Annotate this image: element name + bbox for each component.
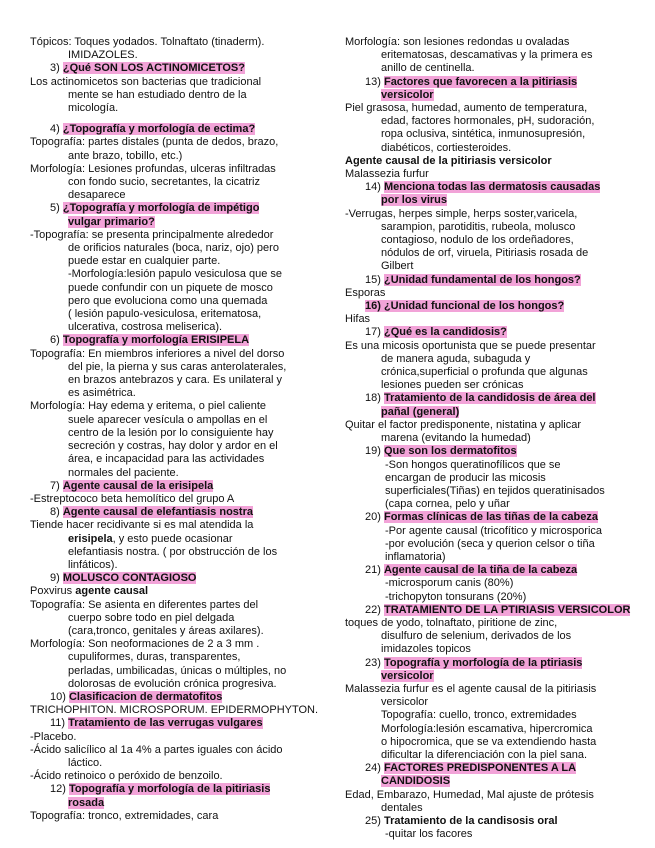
text-line [30, 559, 325, 572]
text-span: sarampion, parotiditis, rubeola, molusco [381, 220, 576, 233]
text-span: 5) [50, 202, 63, 215]
text-line [345, 683, 640, 696]
text-line [30, 400, 325, 413]
question-heading [30, 62, 325, 75]
text-line [345, 459, 640, 472]
text-line [30, 268, 325, 281]
text-line [345, 49, 640, 62]
text-span: desaparece [68, 189, 126, 202]
text-span: área, e incapacidad para las actividades [68, 453, 265, 466]
text-span: Malassezia furfur es el agente causal de la pitiriasis [345, 682, 597, 695]
text-span: 8) [50, 506, 63, 519]
question-heading [30, 506, 325, 519]
question-heading [345, 194, 640, 207]
question-heading [345, 181, 640, 194]
text-line [345, 340, 640, 353]
text-span: láctico. [68, 756, 103, 769]
text-span: perladas, umbilicadas, únicas o múltiples, no [68, 664, 287, 677]
text-line [30, 150, 325, 163]
text-span: -Por agente causal (tricofítico y microsporica [385, 524, 603, 537]
text-span: -Verrugas, herpes simple, herps soster,varicela, [345, 207, 578, 220]
text-span: secreción y costras, hay dolor y ardor en el [68, 440, 278, 453]
text-line [345, 142, 640, 155]
text-span: Malassezia furfur [345, 168, 429, 181]
text-span: Morfología:lesión escamativa, hipercromica [381, 722, 593, 735]
question-heading [30, 216, 325, 229]
text-span: con fondo sucio, secretantes, la cicatriz [68, 176, 260, 189]
text-line [345, 789, 640, 802]
highlighted-question: Agente causal de elefantiasis nostra [62, 506, 253, 519]
text-line [30, 599, 325, 612]
highlighted-question: rosada [68, 796, 105, 809]
question-heading [345, 76, 640, 89]
text-line [345, 102, 640, 115]
text-line [30, 757, 325, 770]
text-span: mente se han estudiado dentro de la [68, 88, 247, 101]
question-heading [345, 300, 640, 313]
text-line [30, 744, 325, 757]
text-span: de manera aguda, subaguda y [381, 352, 531, 365]
highlighted-question: Clasificacion de dermatofitos [68, 690, 223, 703]
text-span: Gilbert [381, 260, 414, 273]
text-span: Morfología: Son neoformaciones de 2 a 3 mm . [30, 638, 260, 651]
text-line [345, 247, 640, 260]
text-span: ante brazo, tobillo, etc.) [68, 149, 183, 162]
text-line [345, 168, 640, 181]
bold-text: Agente causal de la pitiriasis versicolor [345, 154, 552, 167]
text-span: 12) [50, 783, 69, 796]
text-span: , y esto puede ocasionar [112, 532, 233, 545]
question-heading [30, 334, 325, 347]
text-span: -Ácido retinoico o peróxido de benzoilo. [30, 770, 223, 783]
text-span: 15) [365, 273, 384, 286]
text-span: superficiales(Tiñas) en tejidos queratinisados [385, 484, 605, 497]
text-span: encargan de producir las micosis [385, 471, 546, 484]
text-span: 7) [50, 479, 63, 492]
text-span: es asimétrica. [68, 387, 136, 400]
text-span: -microsporum canis (80%) [385, 577, 514, 590]
text-span: versicolor [381, 696, 429, 709]
text-line [30, 678, 325, 691]
highlighted-question: Factores que favorecen a la pitiriasis [383, 75, 578, 88]
text-line [345, 828, 640, 841]
text-line [30, 76, 325, 89]
text-span: 4) [50, 123, 63, 136]
text-line [345, 617, 640, 630]
text-line [30, 176, 325, 189]
highlighted-question: MOLUSCO CONTAGIOSO [62, 572, 197, 585]
highlighted-question: TRATAMIENTO DE LA PTIRIASIS VERSICOLOR [383, 603, 631, 616]
text-line [30, 295, 325, 308]
text-line [30, 163, 325, 176]
text-line [345, 815, 640, 828]
text-line [345, 485, 640, 498]
text-span: dificultar la diferenciación con la piel sana. [381, 748, 588, 761]
highlighted-question: 16) ¿Unidad funcional de los hongos? [365, 300, 565, 313]
text-span: pero que evoluciona como una quemada [68, 294, 268, 307]
text-line [345, 128, 640, 141]
text-line [345, 591, 640, 604]
question-heading [30, 123, 325, 136]
text-span: -Placebo. [30, 730, 77, 743]
text-span: Topografía: tronco, extremidades, cara [30, 809, 219, 822]
text-line [30, 704, 325, 717]
text-span: 10) [50, 690, 69, 703]
text-span: crónica,superficial o profunda que algunas [381, 366, 588, 379]
text-span: -Ácido salicílico al 1a 4% a partes iguales con ácido [30, 743, 283, 756]
text-span: del pie, la pierna y sus caras anterolaterales, [68, 360, 287, 373]
text-span: Topografía: cuello, tronco, extremidades [381, 709, 577, 722]
highlighted-question: ¿Qué es la candidosis? [383, 326, 507, 339]
question-heading [345, 657, 640, 670]
highlighted-question: vulgar primario? [68, 215, 155, 228]
text-line [30, 374, 325, 387]
text-line [30, 665, 325, 678]
text-span: 23) [365, 656, 384, 669]
text-line [345, 723, 640, 736]
highlighted-question: ¿Topografía y morfología de ectima? [62, 123, 256, 136]
text-line [345, 643, 640, 656]
text-line [30, 453, 325, 466]
question-heading [345, 406, 640, 419]
text-span: toques de yodo, tolnaftato, piritione de zinc, [345, 616, 558, 629]
text-line [345, 802, 640, 815]
spacer [30, 115, 325, 123]
text-span: en brazos antebrazos y cara. Es unilateral y [68, 374, 283, 387]
highlighted-question: Topografía y morfología ERISIPELA [62, 334, 250, 347]
text-span: IMIDAZOLES. [68, 49, 138, 62]
question-heading [345, 274, 640, 287]
text-line [345, 749, 640, 762]
text-line [30, 493, 325, 506]
text-span: -Morfología:lesión papulo vesiculosa que se [68, 268, 283, 281]
text-span: 3) [50, 62, 63, 75]
question-heading [345, 775, 640, 788]
text-span: 19) [365, 445, 384, 458]
highlighted-question: Menciona todas las dermatosis causadas [383, 181, 601, 194]
highlighted-question: Agente causal de la tiña de la cabeza [383, 564, 578, 577]
question-heading [30, 783, 325, 796]
text-span: suele aparecer vesícula o ampollas en el [68, 413, 268, 426]
text-line [345, 353, 640, 366]
question-heading [30, 202, 325, 215]
text-line [30, 467, 325, 480]
question-heading [30, 797, 325, 810]
text-span: 17) [365, 326, 384, 339]
highlighted-question: pañal (general) [381, 405, 460, 418]
text-line [345, 221, 640, 234]
question-heading [345, 762, 640, 775]
question-heading [30, 480, 325, 493]
text-line [345, 208, 640, 221]
question-heading [30, 691, 325, 704]
text-span: Esporas [345, 286, 386, 299]
question-heading [345, 445, 640, 458]
highlighted-question: versicolor [381, 669, 434, 682]
text-line [345, 538, 640, 551]
text-span: anillo de centinella. [381, 62, 475, 75]
text-span: Es una micosis oportunista que se puede presentar [345, 339, 596, 352]
text-span: dentales [381, 801, 423, 814]
text-span: edad, factores hormonales, pH, sudoración, [381, 115, 595, 128]
text-line [345, 736, 640, 749]
text-line [30, 770, 325, 783]
text-span: Morfología: Lesiones profundas, ulceras infiltradas [30, 162, 276, 175]
highlighted-question: ¿Topografía y morfología de impétigo [62, 202, 260, 215]
highlighted-question: Tratamiento de las verrugas vulgares [68, 717, 263, 730]
text-span: normales del paciente. [68, 466, 179, 479]
text-line [30, 361, 325, 374]
text-line [30, 546, 325, 559]
text-span: elefantiasis nostra. ( por obstrucción de los [68, 545, 278, 558]
text-line [30, 387, 325, 400]
text-line [30, 189, 325, 202]
question-heading [345, 511, 640, 524]
text-span: puede confundir con un piquete de mosco [68, 281, 273, 294]
question-heading [345, 392, 640, 405]
text-span: ulcerativa, costrosa meliserica). [68, 321, 223, 334]
text-span: inflamatoria) [385, 550, 446, 563]
highlighted-question: por los virus [381, 194, 448, 207]
text-span: cupuliformes, duras, transparentes, [68, 651, 241, 664]
text-span: (cara,tronco, genitales y áreas axilares). [68, 624, 264, 637]
text-span: cuerpo sobre todo en piel delgada [68, 611, 235, 624]
text-span: Poxvirus [30, 585, 76, 598]
text-span: -por evolución (seca y querion celsor o tiña [385, 537, 595, 550]
text-line [30, 321, 325, 334]
text-span: Piel grasosa, humedad, aumento de temperatura, [345, 102, 588, 115]
text-line [345, 696, 640, 709]
text-line [345, 36, 640, 49]
text-line [30, 282, 325, 295]
text-line [30, 427, 325, 440]
highlighted-question: Topografía y morfología de la ptiriasis [383, 656, 583, 669]
highlighted-question: Agente causal de la erisipela [62, 479, 214, 492]
text-span: Topografía: En miembros inferiores a nivel del dorso [30, 347, 285, 360]
text-span: eritematosas, descamativas y la primera es [381, 49, 593, 62]
text-line [30, 414, 325, 427]
text-line [30, 731, 325, 744]
text-span: o hipocromica, que se va extendiendo hasta [381, 735, 597, 748]
text-span: Edad, Embarazo, Humedad, Mal ajuste de prótesis [345, 788, 594, 801]
text-span: Tópicos: Toques yodados. Tolnaftato (tinaderm). [30, 36, 265, 48]
question-heading [345, 564, 640, 577]
text-line [345, 115, 640, 128]
question-heading [30, 572, 325, 585]
question-heading [345, 670, 640, 683]
text-line [345, 498, 640, 511]
question-heading [345, 89, 640, 102]
text-line [345, 709, 640, 722]
text-span: -Son hongos queratinofílicos que se [385, 458, 561, 471]
highlighted-question: Tratamiento de la candidosis de área del [383, 392, 596, 405]
text-span: micología. [68, 102, 119, 115]
question-heading [30, 717, 325, 730]
text-line [345, 366, 640, 379]
text-span: Topografía: partes distales (punta de dedos, brazo, [30, 136, 279, 149]
highlighted-question: ¿Qué SON LOS ACTINOMICETOS? [62, 62, 245, 75]
text-span: Morfología: Hay edema y eritema, o piel caliente [30, 400, 267, 413]
highlighted-question: ¿Unidad fundamental de los hongos? [383, 273, 581, 286]
text-span: (capa cornea, pelo y uñar [385, 498, 510, 511]
text-line [345, 379, 640, 392]
text-line [345, 525, 640, 538]
text-line [30, 651, 325, 664]
highlighted-question: Formas clínicas de las tiñas de la cabeza [383, 511, 598, 524]
text-span: 25) [365, 814, 384, 827]
text-line [30, 102, 325, 115]
text-line [345, 234, 640, 247]
text-span: 22) [365, 603, 384, 616]
text-span: 11) [50, 717, 69, 730]
text-span: -Estreptococo beta hemolítico del grupo A [30, 492, 235, 505]
text-span: 13) [365, 75, 384, 88]
text-line [345, 630, 640, 643]
text-line [345, 62, 640, 75]
text-line [30, 519, 325, 532]
right-column [345, 36, 640, 841]
text-line [345, 472, 640, 485]
text-span: -Topografía: se presenta principalmente alrededor [30, 228, 274, 241]
text-span: disulfuro de selenium, derivados de los [381, 630, 572, 643]
highlighted-question: Que son los dermatofitos [383, 445, 517, 458]
text-line [30, 36, 325, 49]
text-line [30, 810, 325, 823]
text-line [30, 49, 325, 62]
text-span: 20) [365, 511, 384, 524]
text-line [30, 533, 325, 546]
text-span: diabéticos, cortiesteroides. [381, 141, 512, 154]
text-span: contagioso, nodulo de los ordeñadores, [381, 234, 574, 247]
text-line [30, 308, 325, 321]
highlighted-question: FACTORES PREDISPONENTES A LA [383, 762, 577, 775]
text-line [30, 229, 325, 242]
text-line [345, 155, 640, 168]
text-span: 24) [365, 762, 384, 775]
text-line [345, 260, 640, 273]
text-line [30, 89, 325, 102]
question-heading [345, 326, 640, 339]
text-line [30, 638, 325, 651]
bold-text: Tratamiento de la candisosis oral [383, 814, 558, 827]
text-span: centro de la lesión por lo consiguiente hay [68, 426, 274, 439]
text-span: -trichopyton tonsurans (20%) [385, 590, 527, 603]
text-line [345, 577, 640, 590]
text-line [30, 136, 325, 149]
text-span: Morfología: son lesiones redondas u ovaladas [345, 36, 570, 48]
text-span: 18) [365, 392, 384, 405]
text-span: Los actinomicetos son bacterias que tradicional [30, 75, 262, 88]
text-line [30, 242, 325, 255]
text-line [30, 585, 325, 598]
text-span: nódulos de orf, viruela, Pitiriasis rosada de [381, 247, 589, 260]
text-span: ( lesión papulo-vesiculosa, eritematosa, [68, 308, 262, 321]
highlighted-question: versicolor [381, 88, 434, 101]
text-span: imidazoles topicos [381, 643, 471, 656]
text-line [30, 612, 325, 625]
text-line [30, 348, 325, 361]
text-span: dolorosas de evolución crónica progresiva. [68, 677, 277, 690]
text-span: de orificios naturales (boca, nariz, ojo) pero [68, 242, 279, 255]
text-span: linfáticos). [68, 558, 118, 571]
text-line [345, 551, 640, 564]
left-column [30, 36, 325, 823]
text-line [30, 625, 325, 638]
bold-text: agente causal [75, 585, 149, 598]
text-span: 14) [365, 181, 384, 194]
text-span: 6) [50, 334, 63, 347]
text-span: TRICHOPHITON. MICROSPORUM. EPIDERMOPHYTON. [30, 704, 319, 717]
text-line [345, 313, 640, 326]
text-span: puede estar en cualquier parte. [68, 255, 221, 268]
highlighted-question: CANDIDOSIS [381, 775, 451, 788]
text-span: lesiones pueden ser crónicas [381, 379, 524, 392]
text-span: 9) [50, 572, 63, 585]
text-line [345, 419, 640, 432]
question-heading [345, 604, 640, 617]
text-line [345, 432, 640, 445]
text-span: Quitar el factor predisponente, nistatina y aplicar [345, 418, 582, 431]
text-line [30, 440, 325, 453]
text-span: ropa oclusiva, sintética, inmunosupresión, [381, 128, 586, 141]
text-line [345, 287, 640, 300]
text-span: Topografía: Se asienta en diferentes partes del [30, 598, 259, 611]
text-span: marena (evitando la humedad) [381, 432, 531, 445]
text-span: Tiende hacer recidivante si es mal atendida la [30, 519, 254, 532]
text-span: 21) [365, 564, 384, 577]
text-span: Hifas [345, 313, 371, 326]
bold-text: erisipela [68, 532, 113, 545]
text-span: -quitar los facores [385, 828, 473, 841]
text-line [30, 255, 325, 268]
highlighted-question: Topografía y morfología de la pitiriasis [68, 783, 271, 796]
